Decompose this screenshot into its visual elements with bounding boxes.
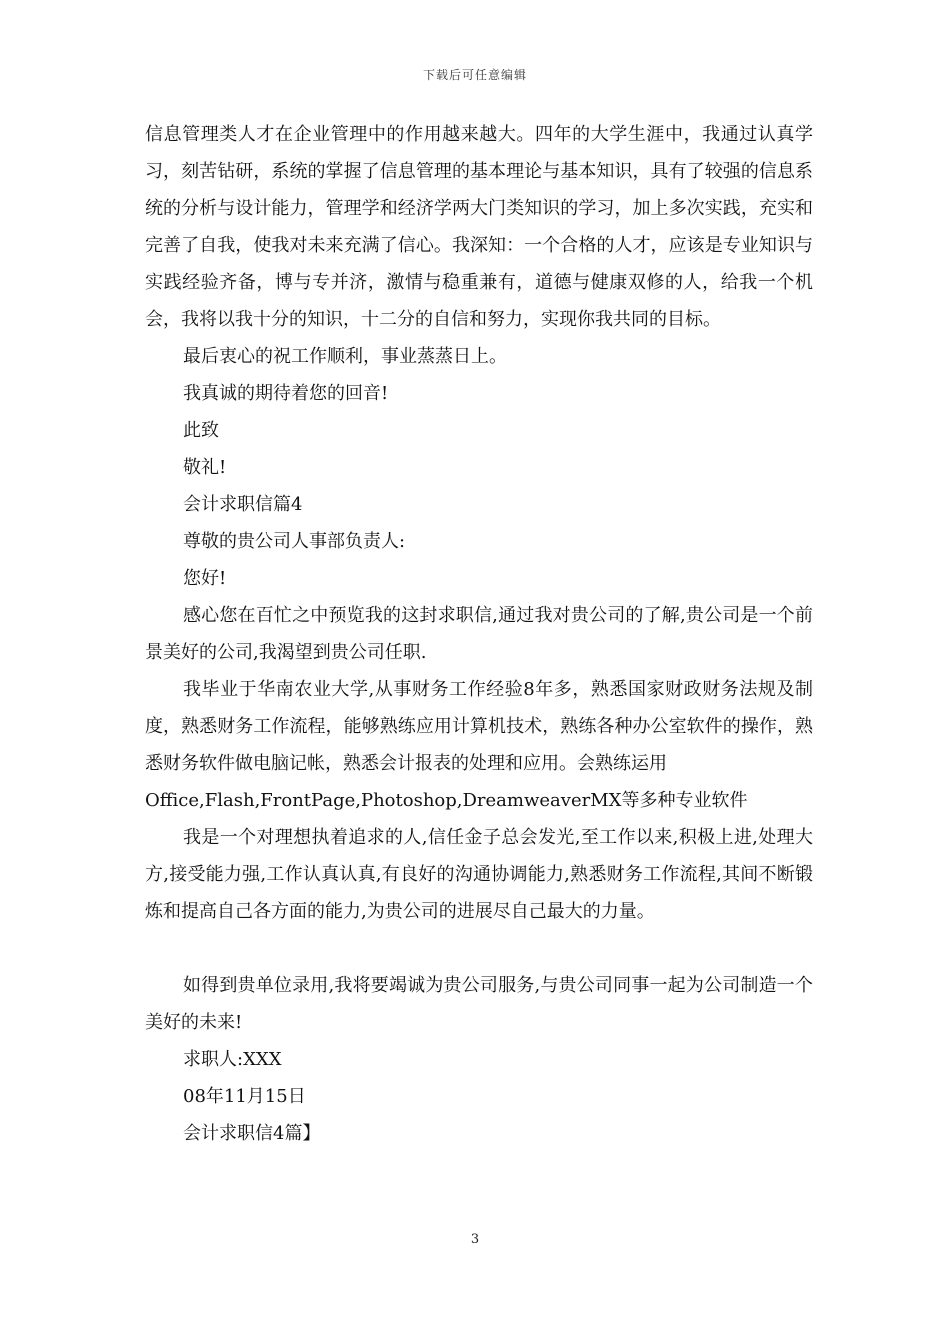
greeting: 您好! [183, 568, 227, 589]
page-number: 3 [470, 1232, 480, 1247]
paragraph-personality: 我是一个对理想执着追求的人,信任金子总会发光,至工作以来,积极上进,处理大方,接受能力强,工作认真认真,有良好的沟通协调能力,熟悉财务工作流程,其间不断锻炼和提高自己各方面的能力,为贵公司的进展尽自己最大的力量。 [145, 827, 813, 922]
document-body [145, 116, 813, 1152]
paragraph-experience: 我毕业于华南农业大学,从事财务工作经验8年多，熟悉国家财政财务法规及制度，熟悉财务工作流程，能够熟练应用计算机技术，熟练各种办公室软件的操作，熟悉财务软件做电脑记帐，熟悉会计报表的处理和应用。会熟练运用 [145, 679, 813, 774]
section-title: 会计求职信篇4 [183, 494, 303, 515]
paragraph-awaiting-reply: 我真诚的期待着您的回音! [183, 383, 389, 404]
salutation: 尊敬的贵公司人事部负责人: [183, 531, 406, 552]
paragraph-intro: 感心您在百忙之中预览我的这封求职信,通过我对贵公司的了解,贵公司是一个前景美好的公司,我渴望到贵公司任职. [145, 605, 813, 663]
page-header: 下载后可任意编辑 [422, 68, 527, 82]
document-end-title: 会计求职信4篇】 [183, 1123, 321, 1144]
closing-jingli: 敬礼! [183, 457, 227, 478]
paragraph-best-wishes: 最后衷心的祝工作顺利，事业蒸蒸日上。 [183, 346, 507, 367]
paragraph-commitment: 如得到贵单位录用,我将要竭诚为贵公司服务,与贵公司同事一起为公司制造一个美好的未来! [145, 975, 813, 1033]
paragraph-info-management: 信息管理类人才在企业管理中的作用越来越大。四年的大学生涯中，我通过认真学习，刻苦钻研，系统的掌握了信息管理的基本理论与基本知识，具有了较强的信息系统的分析与设计能力，管理学和经济学两大门类知识的学习，加上多次实践，充实和完善了自我，使我对未来充满了信心。我深知：一个合格的人才，应该是专业知识与实践经验齐备，博与专并济，激情与稳重兼有，道德与健康双修的人，给我一个机会，我将以我十分的知识，十二分的自信和努力，实现你我共同的目标。 [145, 124, 813, 330]
letter-date: 08年11月15日 [183, 1086, 306, 1107]
paragraph-software-skills: Office,Flash,FrontPage,Photoshop,DreamweaverMX等多种专业软件 [145, 790, 748, 811]
applicant-name: 求职人:XXX [183, 1049, 282, 1070]
closing-cizhi: 此致 [183, 420, 219, 441]
